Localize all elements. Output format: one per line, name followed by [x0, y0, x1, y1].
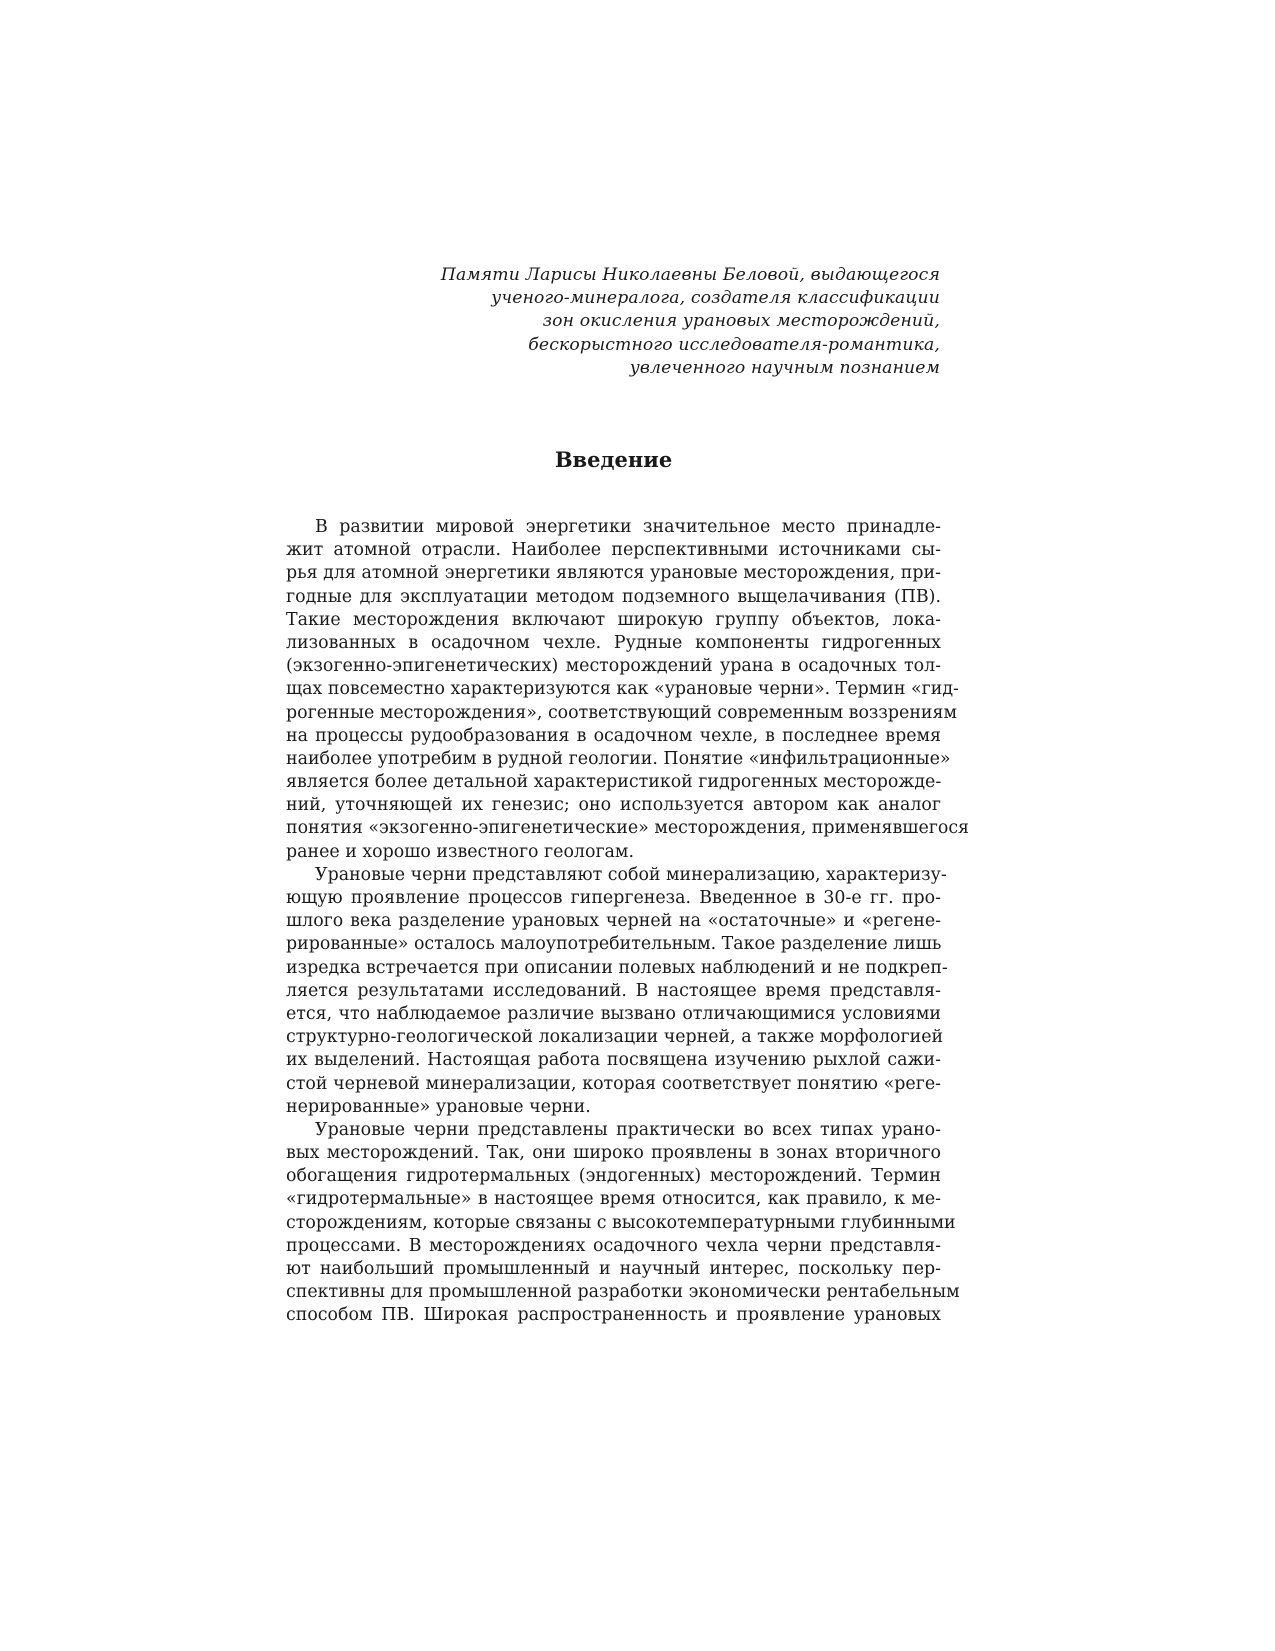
paragraph-line: способом ПВ. Широкая распространенность и проявление урановых: [286, 1305, 941, 1326]
section-heading: Введение: [554, 447, 673, 472]
paragraph-line: понятия «экзогенно-эпигенетические» месторождения, применявшегося: [286, 818, 970, 839]
paragraph-line: ранее и хорошо известного геологам.: [286, 841, 634, 862]
paragraph-line: рированные» осталось малоупотребительным. Такое разделение лишь: [286, 934, 942, 955]
paragraph-line: структурно-геологической локализации черней, а также морфологией: [286, 1027, 944, 1048]
paragraph-line: вых месторождений. Так, они широко проявлены в зонах вторичного: [286, 1143, 941, 1164]
paragraph: [286, 516, 970, 864]
paragraph-line: ется, что наблюдаемое различие вызвано отличающимися условиями: [286, 1003, 941, 1024]
paragraph-line: жит атомной отрасли. Наиболее перспективными источниками сы-: [286, 540, 941, 561]
paragraph-line: изредка встречается при описании полевых наблюдений и не подкреп-: [286, 957, 948, 978]
dedication-line: ученого-минералога, создателя классификации: [491, 288, 940, 309]
dedication-line: Памяти Ларисы Николаевны Беловой, выдающегося: [440, 265, 940, 285]
paragraph-line: нерированные» урановые черни.: [286, 1096, 591, 1117]
paragraph-line: В развитии мировой энергетики значительное место принадле-: [315, 517, 941, 537]
paragraph-line: «гидротермальные» в настоящее время относится, как правило, к ме-: [286, 1189, 941, 1210]
paragraph-line: Такие месторождения включают широкую группу объектов, лока-: [286, 609, 941, 630]
paragraph-line: на процессы рудообразования в осадочном чехле, в последнее время: [286, 725, 941, 746]
paragraph-line: рогенные месторождения», соответствующий современным воззрениям: [286, 702, 958, 723]
paragraph-line: процессами. В месторождениях осадочного чехла черни представля-: [286, 1235, 941, 1256]
paragraph-line: годные для эксплуатации методом подземного выщелачивания (ПВ).: [286, 586, 941, 607]
paragraph-line: обогащения гидротермальных (эндогенных) месторождений. Термин: [286, 1166, 941, 1187]
paragraph-line: сторождениям, которые связаны с высокотемпературными глубинными: [286, 1212, 956, 1233]
paragraph-line: спективны для промышленной разработки экономически рентабельным: [286, 1282, 960, 1303]
dedication-line: увлеченного научным познанием: [629, 357, 940, 378]
paragraph-line: Урановые черни представляют собой минерализацию, характеризу-: [315, 864, 947, 885]
paragraph-line: ляется результатами исследований. В настоящее время представля-: [286, 980, 941, 1001]
paragraph-line: шлого века разделение урановых черней на «остаточные» и «регене-: [286, 911, 941, 932]
paragraph: [286, 864, 948, 1119]
paragraph-line: щах повсеместно характеризуются как «урановые черни». Термин «гид-: [286, 679, 959, 700]
paragraph-line: их выделений. Настоящая работа посвящена изучению рыхлой сажи-: [286, 1050, 941, 1071]
paragraph-line: (экзогенно-эпигенетических) месторождений урана в осадочных тол-: [286, 656, 941, 677]
paragraph-line: ний, уточняющей их генезис; оно используется автором как аналог: [286, 795, 941, 816]
dedication-line: зон окисления урановых месторождений,: [542, 311, 940, 332]
body-text: [286, 516, 970, 1328]
paragraph: [286, 1119, 960, 1328]
paragraph-line: является более детальной характеристикой гидрогенных месторожде-: [286, 772, 942, 793]
paragraph-line: ют наибольший промышленный и научный интерес, поскольку пер-: [286, 1259, 941, 1279]
paragraph-line: лизованных в осадочном чехле. Рудные компоненты гидрогенных: [286, 632, 941, 653]
paragraph-line: Урановые черни представлены практически во всех типах урано-: [315, 1119, 941, 1140]
paragraph-line: наиболее употребим в рудной геологии. Понятие «инфильтрационные»: [286, 748, 951, 769]
paragraph-line: рья для атомной энергетики являются урановые месторождения, при-: [286, 563, 941, 584]
dedication-epigraph: [400, 264, 940, 380]
paragraph-line: стой черневой минерализации, которая соответствует понятию «реге-: [286, 1073, 941, 1094]
dedication-line: бескорыстного исследователя-романтика,: [528, 334, 940, 355]
paragraph-line: ющую проявление процессов гипергенеза. Введенное в 30-е гг. про-: [286, 888, 941, 908]
